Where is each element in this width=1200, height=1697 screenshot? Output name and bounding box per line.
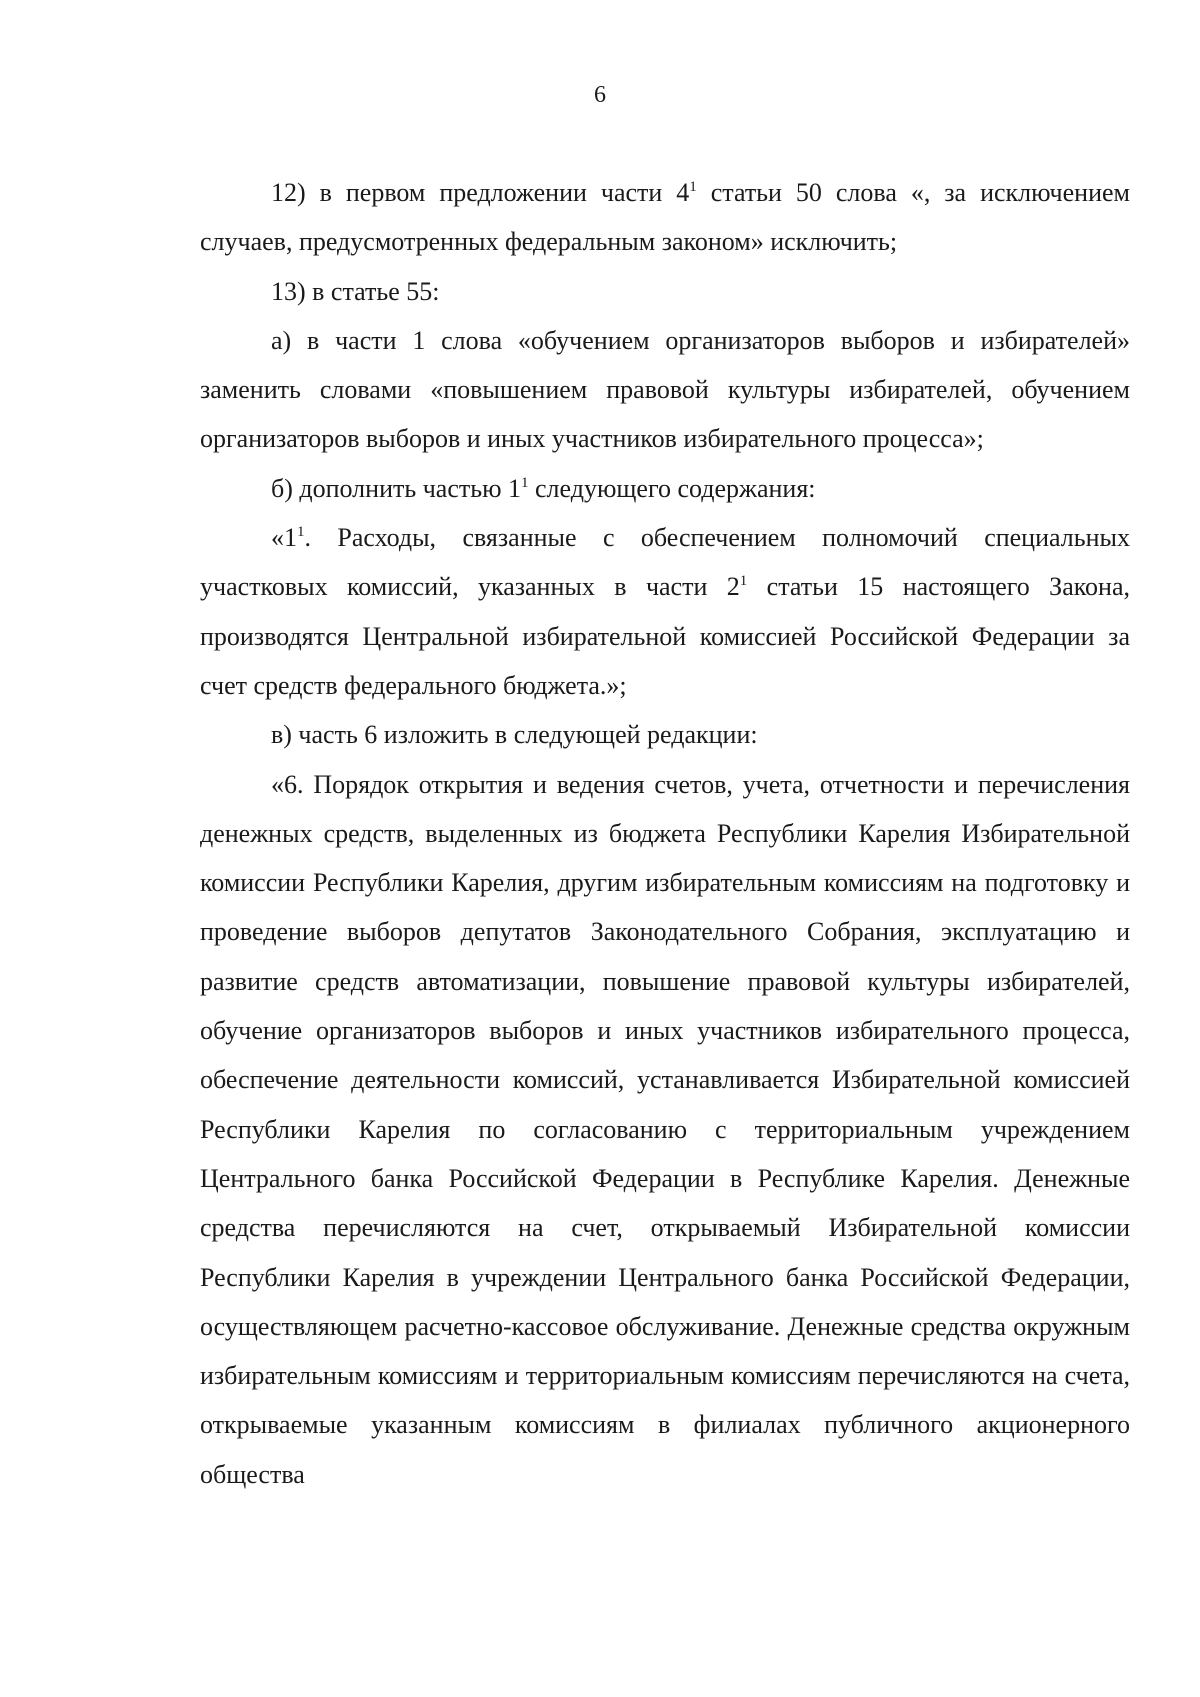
- document-body: [200, 168, 1130, 1499]
- page-number: 6: [594, 82, 606, 108]
- paragraph-item-12-text-start: 12) в первом предложении части 4: [271, 178, 690, 207]
- paragraph-subitem-b-text-end: следующего содержания:: [528, 473, 816, 503]
- paragraph-item-12: [200, 168, 1130, 267]
- quoted-part-1-1: [200, 513, 1130, 710]
- superscript-index: 1: [521, 474, 529, 491]
- paragraph-subitem-b-text-start: б) дополнить частью 1: [271, 473, 522, 503]
- paragraph-subitem-v: в) часть 6 изложить в следующей редакции:: [271, 720, 758, 750]
- paragraph-item-12-text-end: статьи 50 слова «, за исключением случаев, предусмотренных федеральным законом» исключить;: [200, 178, 1130, 257]
- quoted-part-1-1-text-end: статьи 15 настоящего Закона, производятся Центральной избирательной комиссией Российской Федерации за счет средств федерального бюджета.»;: [200, 572, 1130, 700]
- quoted-part-6: «6. Порядок открытия и ведения счетов, учета, отчетности и перечисления денежных средств, выделенных из бюджета Республики Карелия Избирательной комиссии Республики Карелия, другим избирательным комиссиям на подготовку и проведение выборов депутатов Законодательного Собрания, эксплуатацию и развитие средств автоматизации, повышение правовой культуры избирателей, обучение организаторов выборов и иных участников избирательного процесса, обеспечение деятельности комиссий, устанавливается Избирательной комиссией Республики Карелия по согласованию с территориальным учреждением Центрального банка Российской Федерации в Республике Карелия. Денежные средства перечисляются на счет, открываемый Избирательной комиссии Республики Карелия в учреждении Центрального банка Российской Федерации, осуществляющем расчетно-кассовое обслуживание. Денежные средства окружным избирательным комиссиям и территориальным комиссиям перечисляются на счета, открываемые указанным комиссиям в филиалах публичного акционерного общества: [200, 769, 1130, 1489]
- superscript-index: 1: [739, 573, 748, 590]
- paragraph-item-13: 13) в статье 55:: [271, 276, 440, 306]
- superscript-index: 1: [297, 524, 305, 541]
- paragraph-subitem-b: [200, 464, 1130, 513]
- superscript-index: 1: [689, 179, 697, 195]
- paragraph-subitem-a: а) в части 1 слова «обучением организаторов выборов и избирателей» заменить словами «повышением правовой культуры избирателей, обучением организаторов выборов и иных участников избирательного процесса»;: [200, 325, 1130, 454]
- quoted-part-1-1-text-middle: . Расходы, связанные с обеспечением полномочий специальных участковых комиссий, указанных в части 2: [200, 523, 1130, 602]
- quoted-part-1-1-text-start: «1: [271, 523, 297, 553]
